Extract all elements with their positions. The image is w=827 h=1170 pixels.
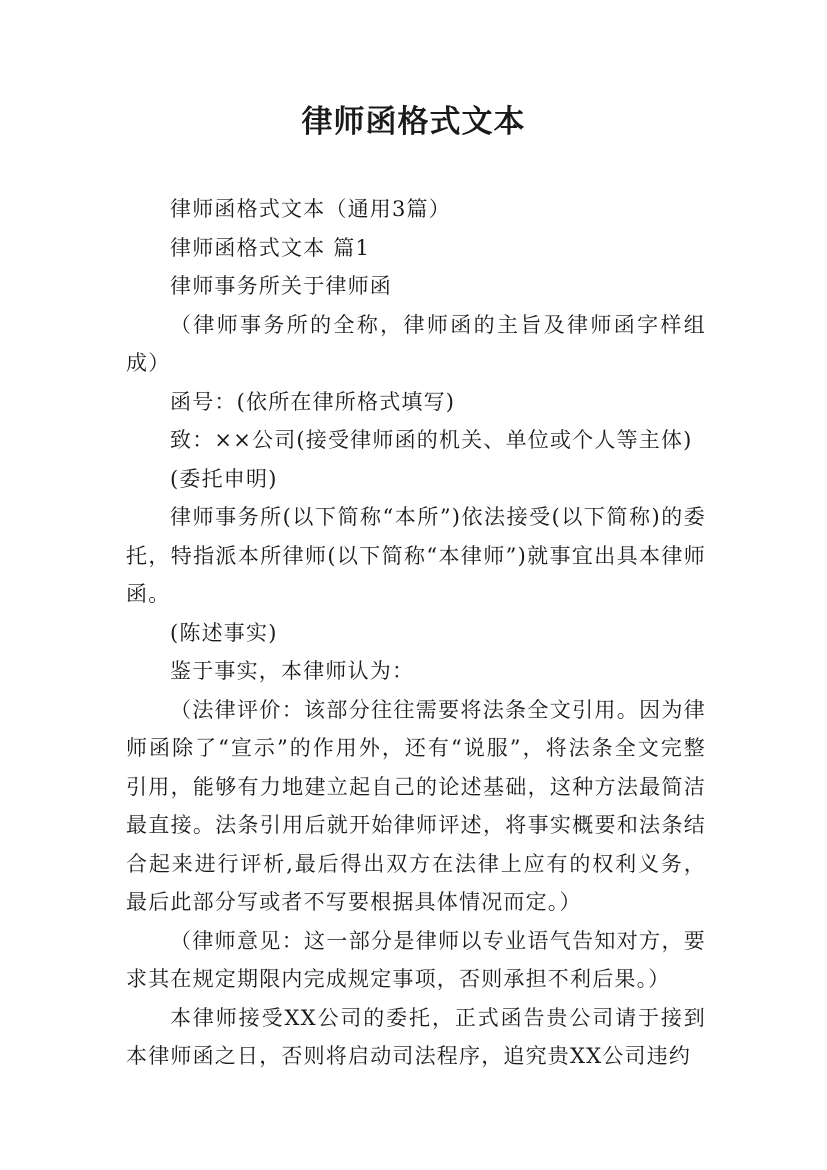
document-title: 律师函格式文本 xyxy=(301,104,526,140)
paragraph-lawyer-opinion: （律师意见：这一部分是律师以专业语气告知对方，要求其在规定期限内完成规定事项，否则承担不利后果。） xyxy=(126,928,706,991)
paragraph-subtitle: 律师函格式文本（通用3篇） xyxy=(170,197,451,221)
document-body xyxy=(126,190,706,1076)
paragraph-letter-number: 函号：(依所在律所格式填写) xyxy=(170,389,456,414)
paragraph-notice: 本律师接受XX公司的委托，正式函告贵公司请于接到本律师函之日，否则将启动司法程序，追究贵XX公司违约 xyxy=(126,1005,706,1068)
paragraph-recipient: 致：××公司(接受律师函的机关、单位或个人等主体) xyxy=(170,428,693,452)
paragraph-legal-evaluation: （法律评价：该部分往往需要将法条全文引用。因为律师函除了“宣示”的作用外，还有“说服”，将法条全文完整引用，能够有力地建立起自己的论述基础，这种方法最简洁最直接。法条引用后就开始律师评述，将事实概要和法条结合起来进行评析,最后得出双方在法律上应有的权利义务，最后此部分写或者不写要根据具体情况而定。） xyxy=(126,697,706,914)
paragraph-section-heading: 律师函格式文本 篇1 xyxy=(170,235,371,260)
paragraph-facts-text: 鉴于事实，本律师认为： xyxy=(170,659,415,683)
paragraph-commission-label: (委托申明) xyxy=(170,466,278,491)
paragraph-letter-heading: 律师事务所关于律师函 xyxy=(170,274,392,298)
paragraph-heading-note: （律师事务所的全称，律师函的主旨及律师函字样组成） xyxy=(126,312,706,375)
paragraph-commission-text: 律师事务所(以下简称“本所”)依法接受(以下简称)的委托，特指派本所律师(以下简称“本律师”)就事宜出具本律师函。 xyxy=(126,505,706,606)
paragraph-facts-label: (陈述事实) xyxy=(170,620,278,645)
